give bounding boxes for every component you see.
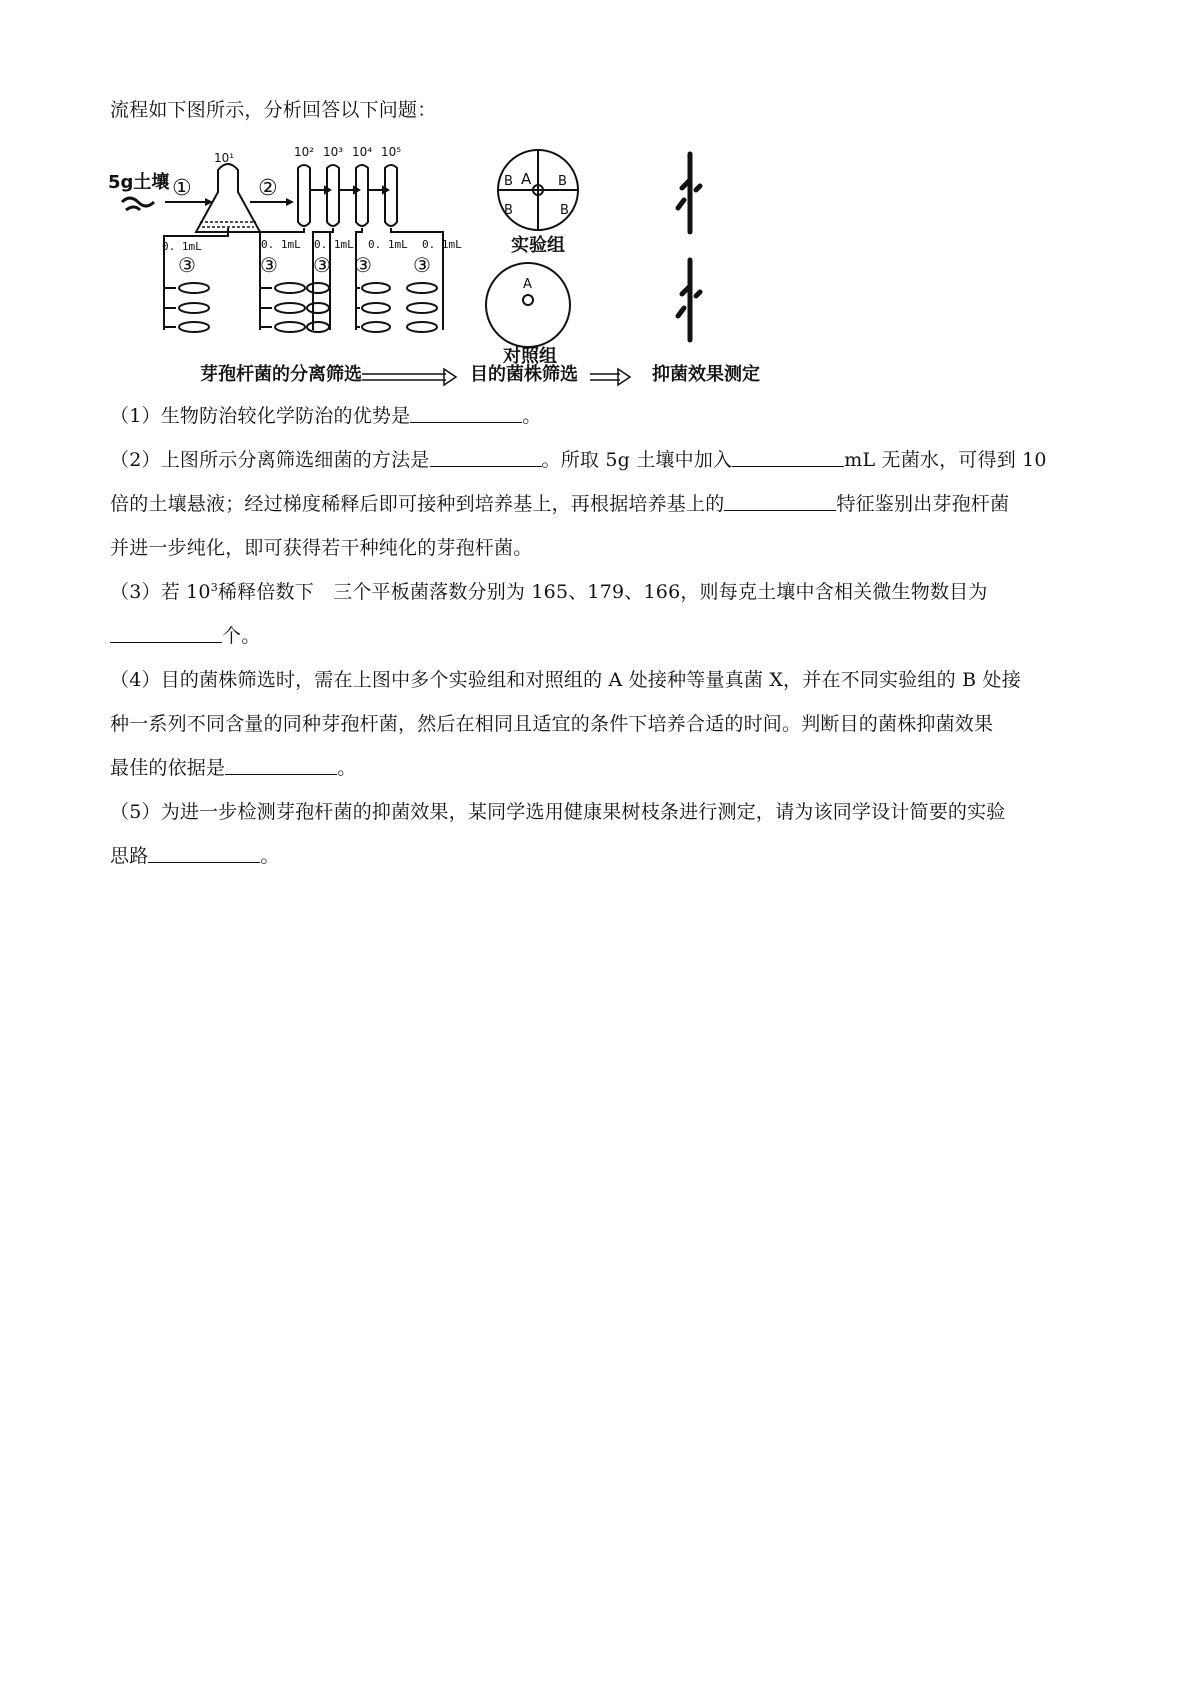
tube1-label: 10² [294,145,315,159]
q3-exponent: 3 [210,581,218,594]
step3-marker-1: ③ [178,253,196,277]
q4-text-a: 最佳的依据是 [110,757,226,779]
step3-marker-5: ③ [413,253,431,277]
q1-end: 。 [522,405,542,427]
question-2-line-1 [110,447,1047,473]
exp-plate-b2: B [558,174,567,189]
question-4-line-3 [110,755,356,781]
q2-answer-blank-2[interactable] [732,448,844,467]
culture-plates [179,283,437,332]
step3-marker-2: ③ [260,253,278,277]
q1-answer-blank[interactable] [410,404,522,423]
q2-text-line2a: 倍的土壤悬液；经过梯度稀释后即可接种到培养基上，再根据培养基上的 [110,493,725,515]
exp-plate-b1: B [504,174,513,189]
branch-icon-1 [678,154,700,232]
exp-plate-b4: B [560,203,569,218]
question-4-line-1: （4）目的菌株筛选时，需在上图中多个实验组和对照组的 A 处接种等量真菌 X，并在不同实验组的 B 处接 [110,669,1021,691]
exp-plate-a: A [521,170,532,188]
tube3-label: 10⁴ [352,145,373,159]
q4-text-end: 。 [337,757,357,779]
q2-text-b: 。所取 5g 土壤中加入 [541,449,733,471]
q3-text-b: 稀释倍数下 三个平板菌落数分别为 165、179、166，则每克土壤中含相关微生物数目为 [217,581,988,603]
q2-answer-blank-1[interactable] [430,448,542,467]
intro-text: 流程如下图所示，分析回答以下问题： [110,99,437,121]
soil-icon [122,198,154,206]
volume-label-5: 0. 1mL [422,238,462,251]
flask-dilution-label: 10¹ [214,151,235,165]
ctrl-plate-a: A [523,277,532,292]
stage1-label: 芽孢杆菌的分离筛选 [200,364,362,385]
q3-answer-blank[interactable] [110,624,222,643]
ctrl-group-label: 对照组 [503,346,557,367]
q5-answer-blank[interactable] [148,844,260,863]
volume-label-2: 0. 1mL [261,238,301,251]
question-5-line-2 [110,843,280,869]
q5-text-a: 思路 [110,845,149,867]
soil-label: 5g土壤 [108,172,170,193]
q2-text-line2b: 特征鉴别出芽孢杆菌 [836,493,1010,515]
step3-marker-4: ③ [354,253,372,277]
tube2-label: 10³ [323,145,344,159]
volume-label-3: 0. 1mL [314,238,354,251]
question-2-line-2 [110,491,1009,517]
question-5-line-1: （5）为进一步检测芽孢杆菌的抑菌效果，某同学选用健康果树枝条进行测定，请为该同学设计简要的实验 [110,801,1006,823]
q2-text-a: （2）上图所示分离筛选细菌的方法是 [110,449,430,471]
branch-icon-2 [678,260,700,340]
tube4-label: 10⁵ [381,145,402,159]
q1-text: （1）生物防治较化学防治的优势是 [110,405,411,427]
q4-answer-blank[interactable] [225,756,337,775]
q3-text-a: （3）若 10 [110,581,211,603]
question-4-line-2: 种一系列不同含量的同种芽孢杆菌，然后在相同且适宜的条件下培养合适的时间。判断目的菌株抑菌效果 [110,713,994,735]
volume-label-4: 0. 1mL [368,238,408,251]
exp-plate-b3: B [504,203,513,218]
experiment-flow-figure [100,140,860,390]
q2-answer-blank-3[interactable] [724,492,836,511]
question-1 [110,403,542,429]
question-2-line-3: 并进一步纯化，即可获得若干种纯化的芽孢杆菌。 [110,537,533,559]
question-3-line-2 [110,623,260,649]
q3-text-end: 个。 [222,625,261,647]
q5-text-end: 。 [260,845,280,867]
q2-text-c: mL 无菌水，可得到 10 [844,449,1047,471]
step2-marker: ② [258,176,278,201]
volume-label-1: 0. 1mL [162,240,202,253]
step3-marker-3: ③ [313,253,331,277]
stage3-label: 抑菌效果测定 [652,364,760,385]
stage2-label: 目的菌株筛选 [470,364,578,385]
test-tubes [298,165,397,226]
step1-marker: ① [172,176,192,201]
question-3-line-1 [110,579,988,605]
exp-group-label: 实验组 [511,235,565,256]
